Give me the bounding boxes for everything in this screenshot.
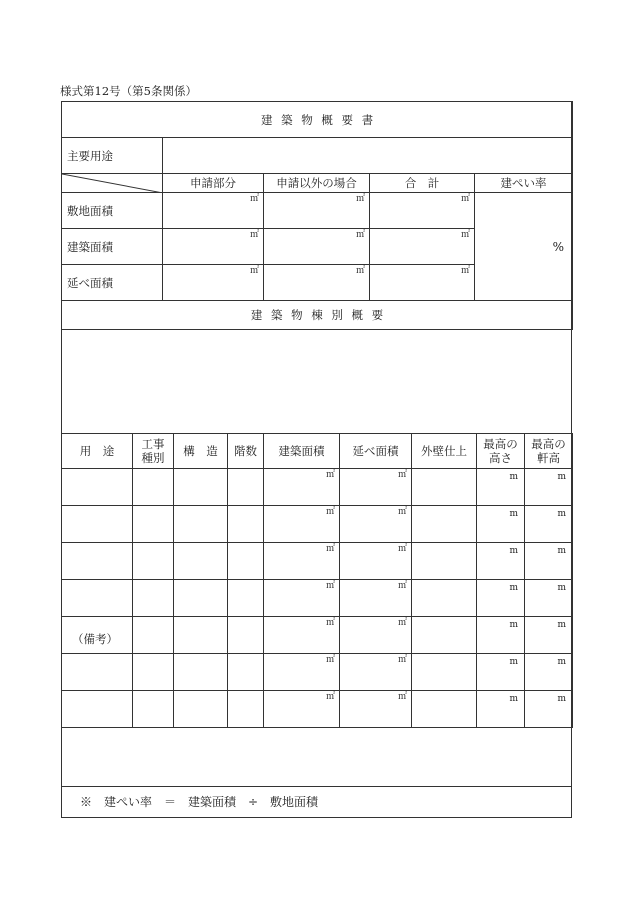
header-applied-part: 申請部分 bbox=[163, 174, 264, 193]
sqm-unit: ㎡ bbox=[397, 581, 407, 591]
meter-unit: m bbox=[557, 583, 566, 593]
summary-table bbox=[61, 101, 573, 330]
work-type-cell[interactable] bbox=[133, 469, 174, 506]
sqm-unit: ㎡ bbox=[325, 544, 335, 554]
diagonal-line bbox=[62, 174, 163, 193]
max-height-cell[interactable] bbox=[477, 543, 525, 580]
use-cell[interactable] bbox=[62, 543, 133, 580]
max-height-cell[interactable] bbox=[477, 469, 525, 506]
coverage-ratio-field[interactable] bbox=[475, 193, 573, 301]
exterior-finish-cell[interactable] bbox=[412, 469, 477, 506]
max-height-line2: 高さ bbox=[489, 451, 512, 465]
main-use-label: 主要用途 bbox=[62, 138, 163, 174]
col-header-building-area: 建築面積 bbox=[264, 434, 340, 469]
max-eave-cell[interactable] bbox=[525, 469, 573, 506]
building-area-cell[interactable] bbox=[264, 506, 340, 543]
building-area-applied[interactable] bbox=[163, 229, 264, 265]
col-header-total-floor-area: 延べ面積 bbox=[340, 434, 412, 469]
meter-unit: m bbox=[509, 583, 518, 593]
meter-unit: m bbox=[509, 509, 518, 519]
coverage-formula: ※ 建ぺい率 ＝ 建築面積 ÷ 敷地面積 bbox=[80, 795, 319, 809]
building-area-cell[interactable] bbox=[264, 469, 340, 506]
sqm-unit: ㎡ bbox=[397, 507, 407, 517]
sqm-unit: ㎡ bbox=[325, 618, 335, 628]
meter-unit: m bbox=[557, 694, 566, 704]
sqm-unit: ㎡ bbox=[397, 544, 407, 554]
col-header-structure: 構 造 bbox=[174, 434, 228, 469]
structure-cell[interactable] bbox=[174, 469, 228, 506]
max-eave-line1: 最高の bbox=[531, 437, 566, 451]
sqm-unit: ㎡ bbox=[325, 692, 335, 702]
sqm-unit: ㎡ bbox=[325, 470, 335, 480]
col-header-use: 用 途 bbox=[62, 434, 133, 469]
meter-unit: m bbox=[509, 694, 518, 704]
meter-unit: m bbox=[557, 657, 566, 667]
building-row bbox=[62, 506, 573, 543]
site-area-label: 敷地面積 bbox=[62, 193, 163, 229]
main-use-field[interactable] bbox=[163, 138, 573, 174]
site-area-other[interactable] bbox=[264, 193, 370, 229]
diagonal-corner-cell bbox=[62, 174, 163, 193]
use-cell[interactable] bbox=[62, 469, 133, 506]
work-type-cell[interactable] bbox=[133, 580, 174, 617]
work-type-cell[interactable] bbox=[133, 543, 174, 580]
sqm-unit: ㎡ bbox=[460, 194, 470, 204]
sqm-unit: ㎡ bbox=[397, 618, 407, 628]
meter-unit: m bbox=[509, 657, 518, 667]
building-summary-form bbox=[61, 101, 572, 818]
sqm-unit: ㎡ bbox=[460, 230, 470, 240]
total-floor-area-label: 延べ面積 bbox=[62, 265, 163, 301]
max-height-line1: 最高の bbox=[483, 437, 518, 451]
sqm-unit: ㎡ bbox=[249, 194, 259, 204]
header-other-than-applied: 申請以外の場合 bbox=[264, 174, 370, 193]
work-type-line2: 種別 bbox=[141, 451, 165, 465]
building-row bbox=[62, 580, 573, 617]
use-cell[interactable] bbox=[62, 506, 133, 543]
exterior-finish-cell[interactable] bbox=[412, 580, 477, 617]
structure-cell[interactable] bbox=[174, 580, 228, 617]
remarks-area[interactable] bbox=[62, 625, 571, 787]
form-number: 様式第12号（第5条関係） bbox=[60, 84, 197, 98]
form-title: 建築物概要書 bbox=[62, 102, 573, 138]
meter-unit: m bbox=[509, 620, 518, 630]
percent-unit: % bbox=[552, 239, 565, 254]
floors-cell[interactable] bbox=[228, 506, 264, 543]
col-header-exterior-finish: 外壁仕上 bbox=[412, 434, 477, 469]
sqm-unit: ㎡ bbox=[397, 470, 407, 480]
building-area-cell[interactable] bbox=[264, 580, 340, 617]
use-cell[interactable] bbox=[62, 580, 133, 617]
exterior-finish-cell[interactable] bbox=[412, 506, 477, 543]
total-floor-area-cell[interactable] bbox=[340, 506, 412, 543]
col-header-max-height bbox=[477, 434, 525, 469]
work-type-line1: 工事 bbox=[141, 437, 165, 451]
header-total: 合 計 bbox=[370, 174, 475, 193]
max-eave-line2: 軒高 bbox=[537, 451, 560, 465]
meter-unit: m bbox=[557, 620, 566, 630]
building-row bbox=[62, 469, 573, 506]
max-height-cell[interactable] bbox=[477, 580, 525, 617]
col-header-floors: 階数 bbox=[228, 434, 264, 469]
total-floor-area-cell[interactable] bbox=[340, 580, 412, 617]
sqm-unit: ㎡ bbox=[355, 266, 365, 276]
header-coverage-ratio: 建ぺい率 bbox=[475, 174, 573, 193]
building-area-label: 建築面積 bbox=[62, 229, 163, 265]
floors-cell[interactable] bbox=[228, 469, 264, 506]
building-area-other[interactable] bbox=[264, 229, 370, 265]
col-header-max-eave bbox=[525, 434, 573, 469]
building-row bbox=[62, 543, 573, 580]
site-area-applied[interactable] bbox=[163, 193, 264, 229]
meter-unit: m bbox=[509, 546, 518, 556]
building-section-title: 建築物棟別概要 bbox=[62, 301, 573, 330]
building-area-cell[interactable] bbox=[264, 543, 340, 580]
sqm-unit: ㎡ bbox=[249, 266, 259, 276]
total-floor-area-cell[interactable] bbox=[340, 469, 412, 506]
site-area-total[interactable] bbox=[370, 193, 475, 229]
max-eave-cell[interactable] bbox=[525, 543, 573, 580]
sqm-unit: ㎡ bbox=[325, 507, 335, 517]
structure-cell[interactable] bbox=[174, 543, 228, 580]
total-floor-area-cell[interactable] bbox=[340, 543, 412, 580]
sqm-unit: ㎡ bbox=[249, 230, 259, 240]
meter-unit: m bbox=[557, 546, 566, 556]
sqm-unit: ㎡ bbox=[355, 194, 365, 204]
meter-unit: m bbox=[509, 472, 518, 482]
max-eave-cell[interactable] bbox=[525, 580, 573, 617]
floors-cell[interactable] bbox=[228, 543, 264, 580]
max-height-cell[interactable] bbox=[477, 506, 525, 543]
structure-cell[interactable] bbox=[174, 506, 228, 543]
sqm-unit: ㎡ bbox=[460, 266, 470, 276]
floors-cell[interactable] bbox=[228, 580, 264, 617]
remarks-label: （備考） bbox=[72, 632, 118, 646]
max-eave-cell[interactable] bbox=[525, 506, 573, 543]
meter-unit: m bbox=[557, 472, 566, 482]
sqm-unit: ㎡ bbox=[355, 230, 365, 240]
total-floor-area-total[interactable] bbox=[370, 265, 475, 301]
sqm-unit: ㎡ bbox=[397, 692, 407, 702]
sqm-unit: ㎡ bbox=[325, 655, 335, 665]
total-floor-area-applied[interactable] bbox=[163, 265, 264, 301]
building-area-total[interactable] bbox=[370, 229, 475, 265]
exterior-finish-cell[interactable] bbox=[412, 543, 477, 580]
sqm-unit: ㎡ bbox=[397, 655, 407, 665]
total-floor-area-other[interactable] bbox=[264, 265, 370, 301]
sqm-unit: ㎡ bbox=[325, 581, 335, 591]
meter-unit: m bbox=[557, 509, 566, 519]
col-header-work-type bbox=[133, 434, 174, 469]
work-type-cell[interactable] bbox=[133, 506, 174, 543]
